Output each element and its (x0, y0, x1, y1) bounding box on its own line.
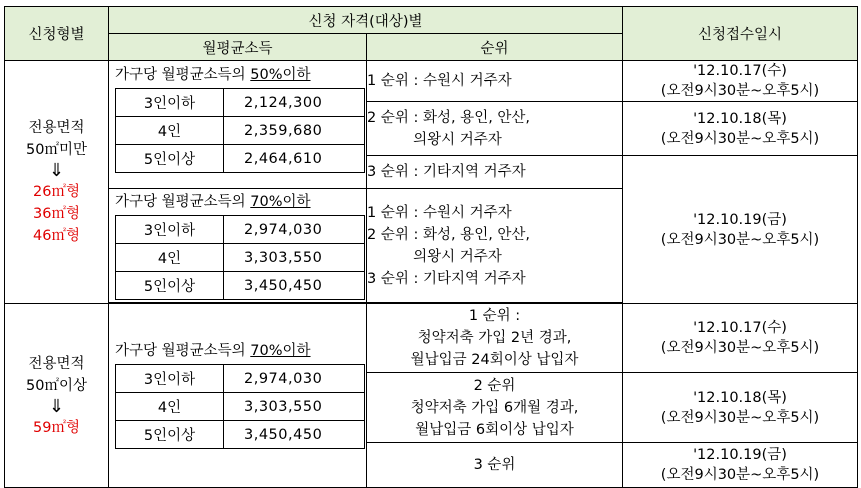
size-26: 26㎡형 (33, 184, 80, 200)
type-large-line1: 전용면적 (28, 355, 85, 372)
rank-50-2: 2 순위 : 화성, 용인, 안산, 의왕시 거주자 (367, 102, 623, 156)
type-large (5, 304, 109, 488)
table-row (116, 117, 365, 145)
income-value: 3,450,450 (224, 272, 365, 300)
income-value: 2,974,030 (224, 216, 365, 244)
table-row (116, 216, 365, 244)
income-large-table (115, 364, 365, 449)
date-value: '12.10.17(수) (693, 320, 787, 336)
income-50-cell (109, 61, 367, 189)
size-36: 36㎡형 (33, 206, 80, 222)
header-type: 신청형별 (5, 7, 109, 61)
date-value: '12.10.19(금) (693, 447, 787, 463)
type-small-line2: 50㎡미만 (26, 142, 87, 158)
rank-large-3: 3 순위 (367, 443, 623, 488)
date-small-3 (623, 156, 858, 304)
time-value: (오전9시30분~오후5시) (660, 83, 820, 99)
down-arrow-icon: ⇓ (48, 160, 65, 181)
header-rank: 순위 (367, 34, 623, 61)
date-large-1 (623, 304, 858, 373)
size-59: 59㎡형 (33, 419, 80, 436)
time-value: (오전9시30분~오후5시) (660, 467, 820, 483)
time-value: (오전9시30분~오후5시) (660, 231, 820, 248)
household-size: 5인이상 (116, 145, 224, 173)
rank-50-1: 1 순위 : 수원시 거주자 (367, 61, 623, 102)
household-size: 5인이상 (116, 421, 224, 449)
income-70-pct: 70%이하 (250, 194, 311, 210)
table-row (116, 421, 365, 449)
application-schedule-table (4, 6, 858, 488)
date-large-2 (623, 373, 858, 443)
date-large-3 (623, 443, 858, 488)
household-size: 3인이하 (116, 216, 224, 244)
household-size: 5인이상 (116, 272, 224, 300)
header-income: 월평균소득 (109, 34, 367, 61)
income-value: 3,303,550 (224, 393, 365, 421)
date-small-2 (623, 102, 858, 156)
household-size: 4인 (116, 244, 224, 272)
type-large-line2: 50㎡이상 (26, 377, 87, 394)
table-row (116, 365, 365, 393)
table-row (116, 145, 365, 173)
income-large-cell (109, 304, 367, 488)
household-size: 3인이하 (116, 365, 224, 393)
date-value: '12.10.18(목) (693, 389, 787, 406)
income-large-title: 가구당 월평균소득의 70%이하 (115, 343, 311, 359)
income-large-pct: 70%이하 (250, 343, 311, 359)
time-value: (오전9시30분~오후5시) (660, 130, 820, 147)
type-small (5, 61, 109, 304)
income-70-cell (109, 189, 367, 303)
income-value: 2,359,680 (224, 117, 365, 145)
type-small-line1: 전용면적 (28, 120, 85, 136)
income-50-pct: 50%이하 (250, 67, 311, 83)
household-size: 4인 (116, 117, 224, 145)
income-value: 2,464,610 (224, 145, 365, 173)
income-70-title: 가구당 월평균소득의 70%이하 (115, 194, 311, 210)
rank-large-2: 2 순위 청약저축 가입 6개월 경과, 월납입금 6회이상 납입자 (367, 373, 623, 443)
table-row (116, 393, 365, 421)
date-value: '12.10.18(목) (693, 110, 787, 127)
time-value: (오전9시30분~오후5시) (660, 409, 820, 426)
income-value: 3,450,450 (224, 421, 365, 449)
income-value: 2,974,030 (224, 365, 365, 393)
table-row (116, 89, 365, 117)
income-value: 3,303,550 (224, 244, 365, 272)
rank-50-3: 3 순위 : 기타지역 거주자 (367, 156, 623, 189)
header-qualification: 신청 자격(대상)별 (109, 7, 623, 34)
rank-70-list: 1 순위 : 수원시 거주자 2 순위 : 화성, 용인, 안산, 의왕시 거주자 3 순위 : 기타지역 거주자 (367, 189, 623, 303)
table-row (116, 244, 365, 272)
income-value: 2,124,300 (224, 89, 365, 117)
date-small-1 (623, 61, 858, 102)
table-row (116, 272, 365, 300)
rank-large-1: 1 순위 : 청약저축 가입 2년 경과, 월납입금 24회이상 납입자 (367, 304, 623, 373)
income-70-table (115, 215, 365, 300)
date-value: '12.10.19(금) (693, 211, 787, 228)
income-50-title: 가구당 월평균소득의 50%이하 (115, 67, 311, 83)
date-value: '12.10.17(수) (693, 63, 787, 79)
time-value: (오전9시30분~오후5시) (660, 340, 820, 356)
household-size: 3인이하 (116, 89, 224, 117)
income-50-table (115, 88, 365, 173)
household-size: 4인 (116, 393, 224, 421)
header-date: 신청접수일시 (623, 7, 858, 61)
down-arrow-icon: ⇓ (48, 395, 65, 417)
size-46: 46㎡형 (33, 228, 80, 244)
